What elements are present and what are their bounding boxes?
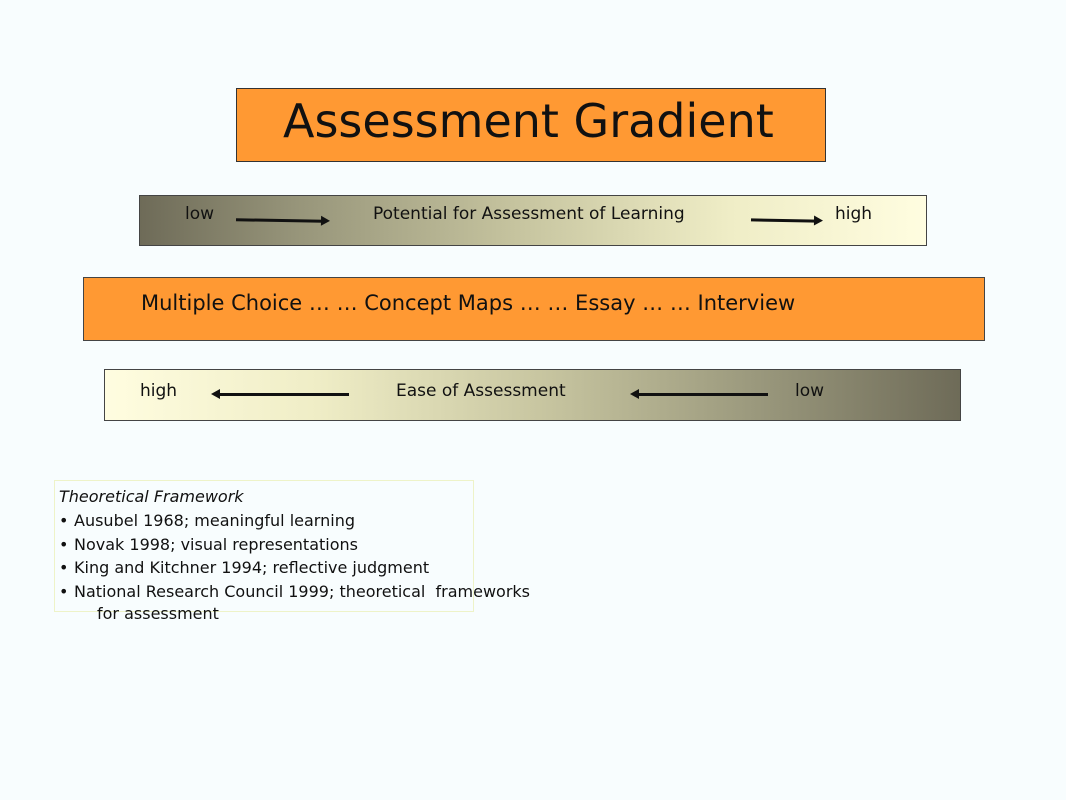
learning-potential-bar: [139, 195, 927, 246]
learning-low-label: low: [185, 204, 215, 224]
theoretical-framework-box: [54, 480, 530, 623]
framework-item-continuation: for assessment: [97, 604, 219, 623]
ease-of-assessment-label: Ease of Assessment: [396, 381, 566, 401]
ease-of-assessment-bar: [104, 369, 961, 421]
assessment-methods-box: [83, 277, 985, 341]
framework-list: [59, 509, 659, 625]
framework-item: [59, 580, 659, 626]
ease-high-label: high: [140, 381, 178, 401]
right-arrow-icon: [236, 218, 324, 223]
bullet-icon: •: [59, 511, 69, 530]
right-arrow-icon: [751, 218, 817, 222]
learning-potential-label: Potential for Assessment of Learning: [373, 204, 685, 224]
framework-heading: Theoretical Framework: [59, 487, 244, 506]
page-title: Assessment Gradient: [283, 94, 774, 148]
framework-item-text: National Research Council 1999; theoretical frameworks: [74, 581, 530, 601]
bullet-icon: •: [59, 581, 69, 601]
framework-item: [59, 556, 659, 580]
framework-item-text: King and Kitchner 1994; reflective judgment: [74, 558, 430, 577]
framework-item-text: Novak 1998; visual representations: [74, 534, 358, 554]
framework-item: [59, 509, 659, 533]
assessment-methods-label: Multiple Choice … … Concept Maps … … Essay … … Interview: [141, 291, 796, 315]
learning-high-label: high: [835, 204, 873, 224]
left-arrow-icon: [636, 393, 768, 396]
framework-item: [59, 533, 659, 557]
left-arrow-icon: [217, 393, 349, 396]
title-box: [236, 88, 826, 162]
framework-item-text: Ausubel 1968; meaningful learning: [74, 511, 355, 530]
bullet-icon: •: [59, 534, 69, 554]
bullet-icon: •: [59, 558, 69, 577]
ease-low-label: low: [795, 381, 825, 401]
